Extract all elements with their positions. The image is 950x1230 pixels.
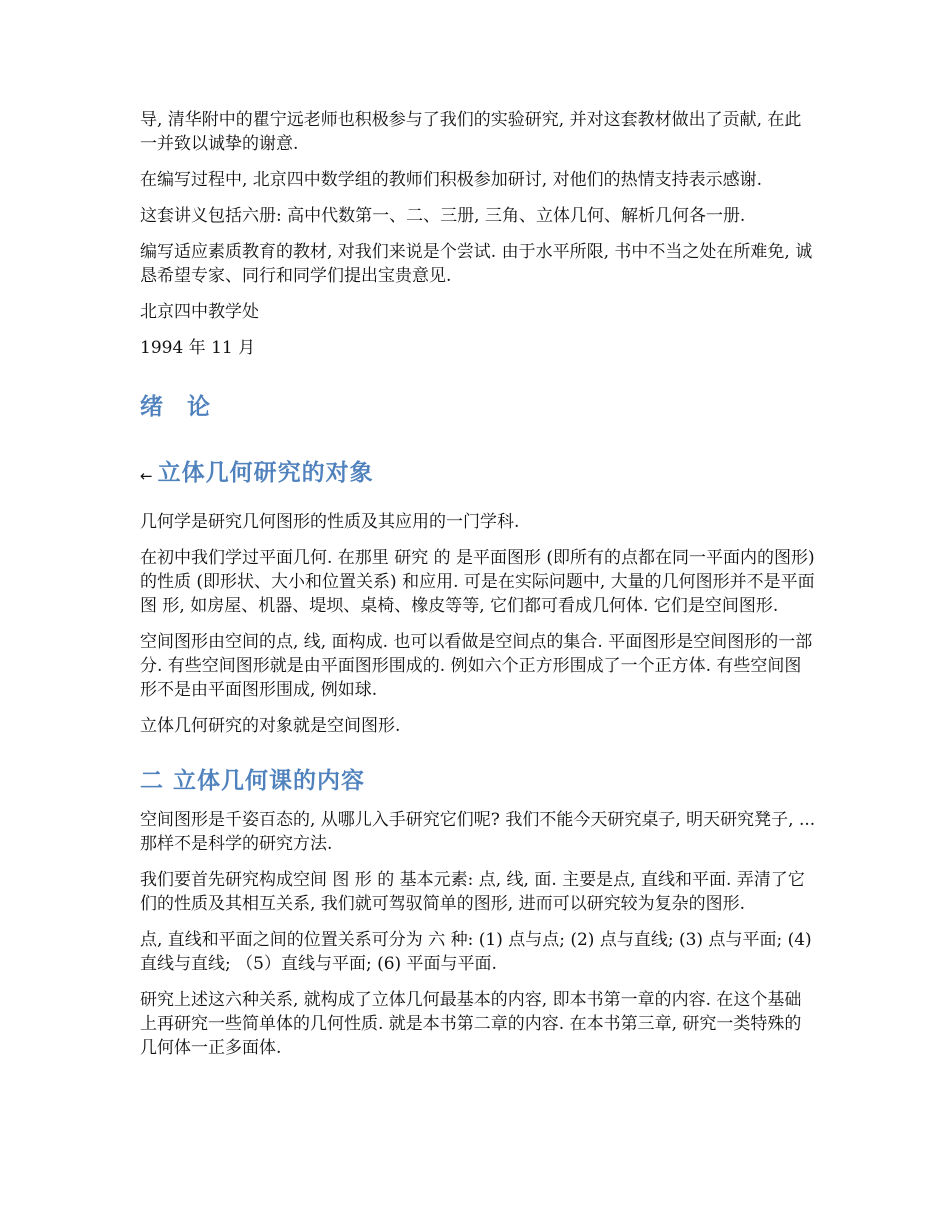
section1-paragraph: 在初中我们学过平面几何. 在那里 研究 的 是平面图形 (即所有的点都在同一平面内的图形) 的性质 (即形状、大小和位置关系) 和应用. 可是在实际问题中, 大量的几何图形并不是平面图 形, 如房屋、机器、堤坝、桌椅、橡皮等等, 它们都可看成几何体. 它们是空间图形. [140, 548, 815, 616]
preface-paragraph: 导, 清华附中的瞿宁远老师也积极参与了我们的实验研究, 并对这套教材做出了贡献, 在此一并致以诚挚的谢意. [140, 110, 802, 154]
section2-paragraph: 空间图形是千姿百态的, 从哪儿入手研究它们呢? 我们不能今天研究桌子, 明天研究凳子, ...那样不是科学的研究方法. [140, 810, 816, 854]
introduction-heading: 绪 论 [140, 394, 219, 420]
section1-paragraph: 空间图形由空间的点, 线, 面构成. 也可以看做是空间点的集合. 平面图形是空间图形的一部分. 有些空间图形就是由平面图形围成的. 例如六个正方形围成了一个正方体. 有些空间图形不是由平面图形围成, 例如球. [140, 632, 813, 700]
preface-signature: 北京四中教学处 [140, 302, 259, 322]
preface-paragraph: 在编写过程中, 北京四中数学组的教师们积极参加研讨, 对他们的热情支持表示感谢. [140, 170, 763, 190]
preface-paragraph: 编写适应素质教育的教材, 对我们来说是个尝试. 由于水平所限, 书中不当之处在所难免, 诚恳希望专家、同行和同学们提出宝贵意见. [140, 242, 813, 286]
section2-paragraph: 研究上述这六种关系, 就构成了立体几何最基本的内容, 即本书第一章的内容. 在这个基础上再研究一些简单体的几何性质. 就是本书第二章的内容. 在本书第三章, 研究一类特殊的几何体一正多面体. [140, 990, 802, 1058]
section1-paragraph: 几何学是研究几何图形的性质及其应用的一门学科. [140, 512, 520, 532]
preface-paragraph: 这套讲义包括六册: 高中代数第一、二、三册, 三角、立体几何、解析几何各一册. [140, 206, 746, 226]
section1-heading [140, 458, 816, 490]
section2-heading: 二 立体几何课的内容 [140, 768, 366, 794]
section1-paragraph: 立体几何研究的对象就是空间图形. [140, 716, 401, 736]
section2-paragraph: 我们要首先研究构成空间 图 形 的 基本元素: 点, 线, 面. 主要是点, 直线和平面. 弄清了它们的性质及其相互关系, 我们就可驾驭简单的图形, 进而可以研究较为复杂的图形. [140, 870, 805, 914]
section1-title: 立体几何研究的对象 [157, 460, 374, 486]
document-page [140, 108, 816, 1072]
preface-date: 1994 年 11 月 [140, 338, 256, 358]
section2-paragraph: 点, 直线和平面之间的位置关系可分为 六 种: (1) 点与点; (2) 点与直线; (3) 点与平面; (4) 直线与直线; （5）直线与平面; (6) 平面与平面. [140, 930, 812, 974]
section1-arrow-marker: ← [140, 467, 154, 485]
